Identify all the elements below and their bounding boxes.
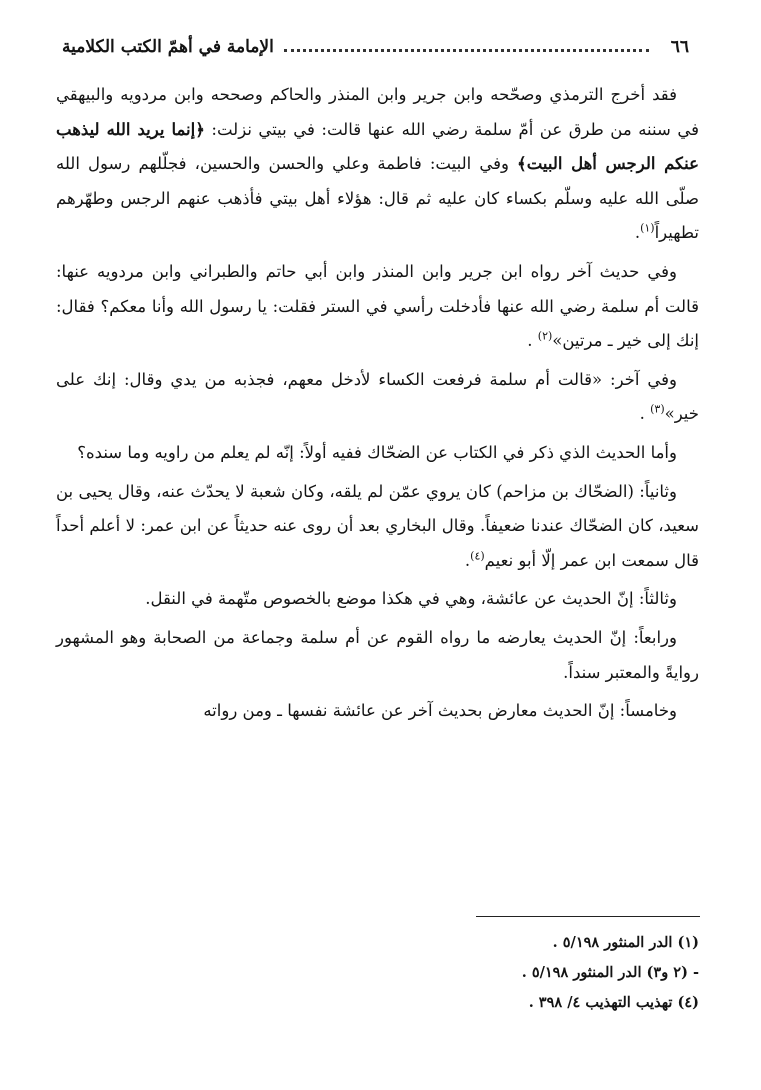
paragraph-1 (56, 78, 699, 251)
paragraph-text: فقد أخرج الترمذي وصحّحه وابن جرير وابن المنذر والحاكم وصححه وابن مردويه والبيهقي في سننه من طرق عن أمّ سلمة رضي الله عنها قالت: في بيتي نزلت: (56, 85, 699, 139)
paragraph-2 (56, 255, 699, 359)
paragraph-5 (56, 475, 699, 579)
footnote-ref-4[interactable]: (٤) (470, 549, 485, 563)
paragraph-text: وفي آخر: «قالت أم سلمة فرفعت الكساء لأدخل معهم، فجذبه من يدي وقال: إنك على خير» (56, 369, 699, 424)
footnote-ref-3[interactable]: (٣) (650, 402, 665, 416)
punctuation: . (527, 331, 538, 351)
paragraph-4 (56, 436, 699, 471)
footnote-ref-1[interactable]: (١) (640, 221, 655, 235)
paragraph-6 (56, 582, 699, 617)
footnote-separator (476, 916, 700, 917)
paragraph-8 (56, 694, 699, 729)
main-text (56, 78, 699, 729)
footnote-1: (١) الدر المنثور ٥/١٩٨ . (552, 934, 699, 951)
paragraph-text: ورابعاً: إنّ الحديث يعارضه ما رواه القوم عن أم سلمة وجماعة من الصحابة وهو المشهور روايةً والمعتبر سنداً. (56, 627, 699, 682)
paragraph-text: وثانياً: (الضحّاك بن مزاحم) كان يروي عمّن لم يلقه، وكان شعبة لا يحدّث عنه، وقال يحيى بن سعيد، كان الضحّاك عندنا ضعيفاً. وقال البخاري بعد أن روى عنه حديثاً عن ابن عمر: لا أعلم أحداً قال سمعت ابن عمر إلّا أبو نعيم (56, 481, 699, 570)
quran-verse: ﴿إنما يريد الله ليذهب عنكم الرجس أهل البيت﴾ (56, 119, 699, 174)
header-dot-leader (284, 49, 649, 52)
footnote-2-3: - (٢ و٣) الدر المنثور ٥/١٩٨ . (521, 964, 699, 981)
footnote-ref-2[interactable]: (٢) (537, 329, 553, 343)
page-header (62, 30, 689, 64)
running-title: الإمامة في أهمّ الكتب الكلامية (62, 37, 274, 57)
punctuation: . (634, 223, 641, 243)
footnote-4: (٤) تهذيب التهذيب ٤/ ٣٩٨ . (528, 994, 699, 1011)
paragraph-3 (56, 363, 699, 432)
page-number: ٦٦ (670, 37, 689, 57)
paragraph-text: وفي البيت: فاطمة وعلي والحسن والحسين، فجلّلهم رسول الله صلّى الله عليه وسلّم بكساء كان عليه ثم قال: هؤلاء أهل بيتي فأذهب عنهم الرجس وطهّرهم تطهيراً (56, 154, 699, 243)
paragraph-text: وأما الحديث الذي ذكر في الكتاب عن الضحّاك ففيه أولاً: إنّه لم يعلم من راويه وما سنده؟ (77, 442, 677, 462)
paragraph-text: وخامساً: إنّ الحديث معارض بحديث آخر عن عائشة نفسها ـ ومن رواته (203, 701, 677, 721)
paragraph-text: وثالثاً: إنّ الحديث عن عائشة، وهي في هكذا موضع بالخصوص متّهمة في النقل. (145, 589, 677, 609)
punctuation: . (464, 550, 471, 570)
paragraph-text: وفي حديث آخر رواه ابن جرير وابن المنذر وابن أبي حاتم والطبراني وابن مردويه عنها: قالت أم سلمة رضي الله عنها فأدخلت رأسي في الستر فقلت: يا رسول الله وأنا معكم؟ فقال: إنك إلى خير ـ مرتين» (56, 261, 699, 351)
footnotes (56, 928, 699, 1018)
punctuation: . (639, 404, 651, 424)
paragraph-7 (56, 621, 699, 690)
